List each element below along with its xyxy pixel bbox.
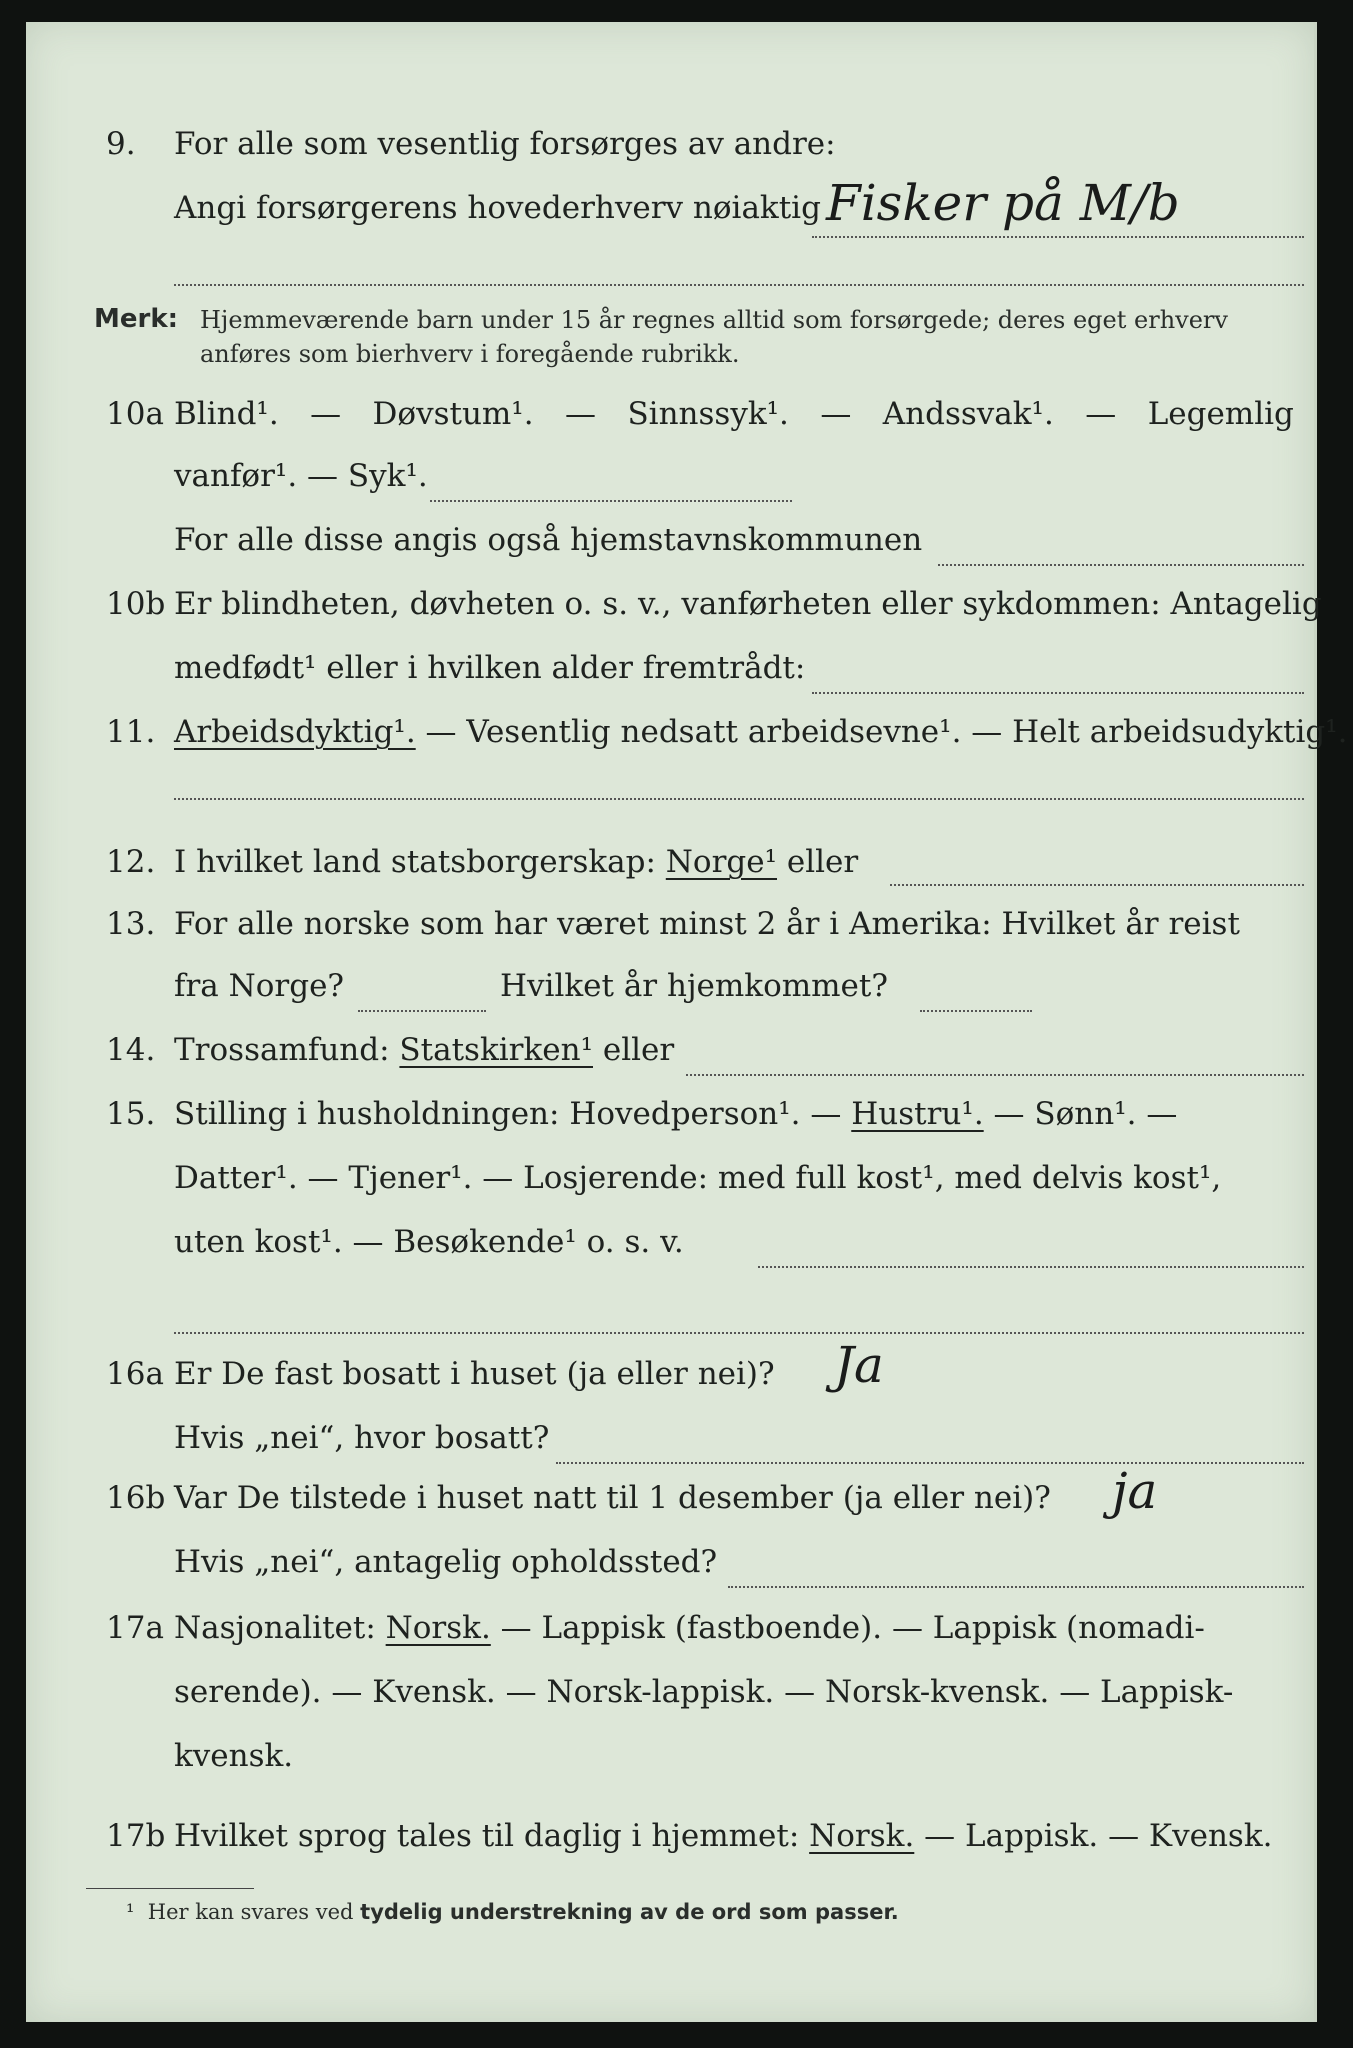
question-text: For alle som vesentlig forsørges av andre: — [174, 126, 836, 162]
answer-line — [890, 884, 1304, 886]
footnote — [126, 1900, 899, 1924]
question-suffix: eller — [777, 844, 859, 880]
question-text — [174, 1818, 1272, 1854]
question-prefix: Stilling i husholdningen: — [174, 1096, 570, 1132]
handwritten-answer: Fisker på M/b — [826, 174, 1180, 232]
census-form-page — [26, 22, 1348, 2022]
question-text: Er blindheten, døvheten o. s. v., vanførheten eller sykdommen: Antagelig — [174, 586, 1322, 622]
answer-line — [174, 284, 1304, 286]
question-text: Er De fast bosatt i huset (ja eller nei)? — [174, 1356, 775, 1392]
dash: — — [820, 396, 852, 432]
answer-line — [920, 1010, 1032, 1012]
dash: — — [565, 396, 597, 432]
question-text — [174, 1032, 674, 1068]
question-number: 10b — [106, 586, 166, 622]
question-text: Angi forsørgerens hovederhverv nøiaktig — [174, 190, 821, 226]
question-text — [174, 1096, 1177, 1132]
selected-option: Arbeidsdyktig¹. — [174, 714, 416, 750]
question-number: 9. — [106, 126, 136, 162]
option-andssvak: Andssvak¹. — [882, 396, 1054, 432]
question-text: For alle disse angis også hjemstavnskommunen — [174, 522, 923, 558]
answer-line — [758, 1266, 1304, 1268]
question-text: Datter¹. — Tjener¹. — Losjerende: med full kost¹, med delvis kost¹, — [174, 1160, 1222, 1196]
answer-line — [430, 500, 792, 502]
answer-line — [812, 236, 1304, 238]
dash: — — [310, 396, 342, 432]
footnote-mark: ¹ — [126, 1900, 135, 1924]
question-text — [174, 714, 1348, 750]
answer-line — [556, 1462, 1304, 1464]
option-sinnssyk: Sinnssyk¹. — [627, 396, 789, 432]
answer-line — [358, 1010, 486, 1012]
question-number: 12. — [106, 844, 156, 880]
answer-line — [174, 1332, 1304, 1334]
selected-option: Norsk. — [385, 1610, 491, 1646]
answer-line — [812, 692, 1304, 694]
answer-line — [174, 798, 1304, 800]
question-number: 17a — [106, 1610, 164, 1646]
answer-line — [686, 1074, 1304, 1076]
answer-line — [728, 1586, 1304, 1588]
question-prefix: Hvilket sprog tales til daglig i hjemmet: — [174, 1818, 810, 1854]
question-suffix: eller — [593, 1032, 675, 1068]
dash: — — [1085, 396, 1117, 432]
option-dovstum: Døvstum¹. — [372, 396, 534, 432]
handwritten-answer: Ja — [834, 1336, 884, 1394]
question-number: 13. — [106, 906, 156, 942]
question-text: For alle norske som har været minst 2 år i Amerika: Hvilket år reist — [174, 906, 1240, 942]
options-rest: — Sønn¹. — — [983, 1096, 1178, 1132]
question-text — [174, 396, 1294, 432]
selected-option: Norge¹ — [665, 844, 778, 880]
selected-option: Hustru¹. — [851, 1096, 984, 1132]
question-text: Hvis „nei“, hvor bosatt? — [174, 1420, 550, 1456]
question-number: 14. — [106, 1032, 156, 1068]
options-rest: — Lappisk. — Kvensk. — [914, 1818, 1273, 1854]
handwritten-answer: ja — [1112, 1462, 1158, 1520]
options-rest: — Vesentlig nedsatt arbeidsevne¹. — Helt arbeidsudyktig¹. — [415, 714, 1348, 750]
footnote-text: Her kan svares ved — [147, 1900, 361, 1924]
question-text: Hvilket år hjemkommet? — [500, 968, 888, 1004]
question-number: 16a — [106, 1356, 164, 1392]
question-number: 15. — [106, 1096, 156, 1132]
question-prefix: Nasjonalitet: — [174, 1610, 386, 1646]
option-legemlig: Legemlig — [1147, 396, 1294, 432]
question-number: 16b — [106, 1480, 166, 1516]
question-text — [174, 844, 858, 880]
question-text: serende). — Kvensk. — Norsk-lappisk. — Norsk-kvensk. — Lappisk- — [174, 1674, 1234, 1710]
option-hovedperson: Hovedperson¹. — — [569, 1096, 852, 1132]
question-text: vanfør¹. — Syk¹. — [174, 458, 428, 494]
question-text: uten kost¹. — Besøkende¹ o. s. v. — [174, 1224, 684, 1260]
options-rest: — Lappisk (fastboende). — Lappisk (nomadi- — [490, 1610, 1205, 1646]
answer-line — [938, 564, 1304, 566]
selected-option: Statskirken¹ — [399, 1032, 593, 1068]
question-text: fra Norge? — [174, 968, 345, 1004]
question-text — [174, 1610, 1205, 1646]
question-text: Var De tilstede i huset natt til 1 desember (ja eller nei)? — [174, 1480, 1051, 1516]
question-number: 10a — [106, 396, 164, 432]
question-prefix: I hvilket land statsborgerskap: — [174, 844, 666, 880]
footnote-emphasis: tydelig understrekning av de ord som passer. — [360, 1900, 899, 1924]
question-number: 11. — [106, 714, 156, 750]
question-text: medfødt¹ eller i hvilken alder fremtrådt: — [174, 650, 806, 686]
option-blind: Blind¹. — [174, 396, 279, 432]
question-number: 17b — [106, 1818, 166, 1854]
question-prefix: Trossamfund: — [174, 1032, 400, 1068]
note-text-line1: Hjemmeværende barn under 15 år regnes alltid som forsørgede; deres eget erhverv — [200, 306, 1228, 334]
footnote-rule — [86, 1888, 254, 1889]
selected-option: Norsk. — [809, 1818, 915, 1854]
note-label: Merk: — [94, 304, 179, 334]
question-text: kvensk. — [174, 1738, 294, 1774]
question-text: Hvis „nei“, antagelig opholdssted? — [174, 1544, 718, 1580]
note-text-line2: anføres som bierhverv i foregående rubrikk. — [200, 340, 740, 368]
